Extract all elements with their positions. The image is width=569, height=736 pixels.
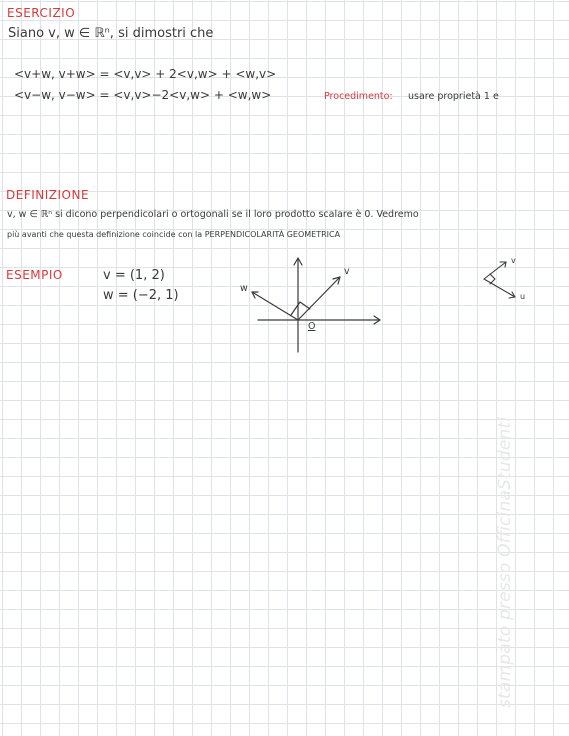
sketch-right-angle-mark <box>490 274 495 284</box>
cartesian-diagram <box>252 258 380 352</box>
vector-v-arrow <box>298 277 340 320</box>
watermark: stampato presso OfficinaStudenti <box>495 416 515 708</box>
definition-line-1: v, w ∈ ℝⁿ si dicono perpendicolari o ortogonali se il loro prodotto scalare è 0. Vedremo <box>7 209 419 220</box>
right-angle-mark <box>291 302 310 315</box>
vector-w-arrow <box>252 292 298 320</box>
exercise-statement: Siano v, w ∈ ℝⁿ, si dimostri che <box>8 26 214 41</box>
equation-sum: <v+w, v+w> = <v,v> + 2<v,w> + <w,v> <box>14 67 277 81</box>
vector-v-definition: v = (1, 2) <box>103 268 165 283</box>
hint-text: usare proprietà 1 e <box>408 91 499 102</box>
sketch-u-arrow <box>484 279 515 297</box>
sketch-v-arrow <box>484 262 506 279</box>
exercise-heading: ESERCIZIO <box>7 6 76 20</box>
example-heading: ESEMPIO <box>6 268 63 282</box>
label-origin: O <box>308 321 316 332</box>
sketch-label-u: u <box>520 292 526 301</box>
equation-difference: <v−w, v−w> = <v,v>−2<v,w> + <w,w> <box>14 88 272 102</box>
definition-heading: DEFINIZIONE <box>6 188 90 202</box>
label-v: v <box>344 266 350 277</box>
hint-label: Procedimento: <box>324 91 393 102</box>
label-w: w <box>240 283 248 294</box>
small-perpendicular-sketch <box>484 262 515 298</box>
vector-w-definition: w = (−2, 1) <box>103 288 179 303</box>
sketch-label-v: v <box>511 256 516 265</box>
definition-line-2: più avanti che questa definizione coincide con la PERPENDICOLARITÀ GEOMETRICA <box>7 230 341 239</box>
